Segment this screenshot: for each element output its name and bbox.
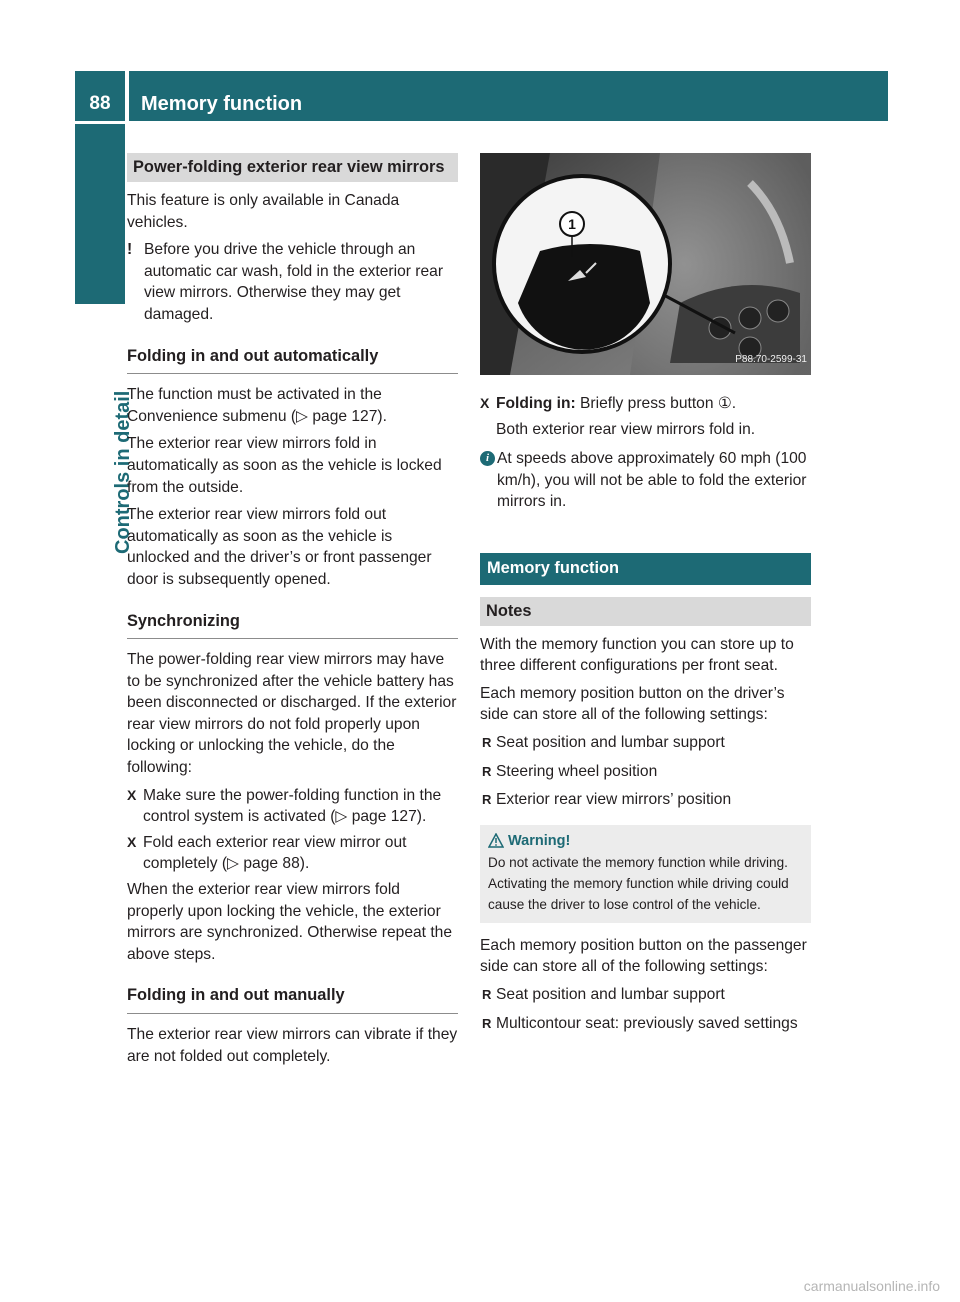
paragraph: The function must be activated in the Convenience submenu (▷ page 127).: [127, 386, 387, 425]
footer-watermark: carmanualsonline.info: [803, 1278, 940, 1294]
warning-box: [480, 825, 811, 923]
warning-title-text: Warning!: [508, 832, 571, 849]
list-text: Steering wheel position: [496, 762, 658, 780]
right-column: [480, 153, 811, 1041]
step-result: Both exterior rear view mirrors fold in.: [496, 420, 756, 438]
list-item: [480, 789, 811, 811]
mirror-button-figure: [480, 153, 811, 375]
paragraph: The exterior rear view mirrors fold in automatically as soon as the vehicle is locked from the outside.: [127, 435, 442, 496]
step-text: Make sure the power-folding function in the control system is activated (▷ page 127).: [143, 786, 442, 826]
list-text: Multicontour seat: previously saved settings: [496, 1014, 798, 1032]
section-heading-power-folding: Power-folding exterior rear view mirrors: [127, 153, 458, 182]
bullet-icon: R: [482, 734, 492, 750]
chapter-title: Memory function: [129, 71, 888, 121]
side-label: [76, 124, 134, 554]
left-column: [127, 153, 458, 1073]
step-item: [127, 832, 458, 875]
list-item: [480, 984, 811, 1006]
subheading-automatic: Folding in and out automatically: [127, 346, 458, 375]
step-arrow-icon: X: [127, 786, 137, 803]
step-arrow-icon: X: [480, 395, 490, 411]
bullet-icon: R: [482, 792, 492, 808]
list-item: [480, 732, 811, 754]
step-arrow-icon: X: [127, 833, 137, 850]
caution-note: [127, 239, 458, 325]
console-illustration: [480, 153, 811, 375]
list-text: Exterior rear view mirrors’ position: [496, 791, 732, 809]
warning-triangle-icon: [488, 833, 504, 848]
page-header: [75, 71, 888, 121]
info-text: At speeds above approximately 60 mph (100 km/h), you will not be able to fold the exterior mirrors in.: [497, 450, 807, 511]
warning-text: Do not activate the memory function while driving. Activating the memory function while driving could cause the driver to lose control of the vehicle.: [488, 854, 789, 912]
step-item: [127, 785, 458, 828]
info-note: [480, 448, 811, 513]
page-number: 88: [75, 71, 125, 121]
bullet-icon: R: [482, 1015, 492, 1031]
step-text: Fold each exterior rear view mirror out completely (▷ page 88).: [143, 833, 407, 873]
bullet-icon: R: [482, 763, 492, 779]
section-heading-memory: Memory function: [480, 553, 811, 585]
info-icon: i: [480, 451, 495, 466]
paragraph: When the exterior rear view mirrors fold properly upon locking the vehicle, the exterior mirrors are synchronized. Otherwise repeat the above steps.: [127, 881, 453, 963]
subsection-heading-notes: Notes: [480, 597, 811, 626]
subheading-synchronizing: Synchronizing: [127, 611, 458, 640]
list-text: Seat position and lumbar support: [496, 733, 725, 751]
step-text: Briefly press button ①.: [575, 395, 737, 412]
paragraph: The exterior rear view mirrors can vibrate if they are not folded out completely.: [127, 1026, 458, 1065]
paragraph: This feature is only available in Canada vehicles.: [127, 192, 400, 231]
paragraph: With the memory function you can store up to three different configurations per front seat.: [480, 635, 794, 675]
exclamation-icon: !: [127, 241, 133, 259]
paragraph: Each memory position button on the passenger side can store all of the following settings:: [480, 936, 807, 976]
paragraph: The power-folding rear view mirrors may have to be synchronized after the vehicle battery has been disconnected or discharged. If the exterior rear view mirrors do not fold properly upon locking or unlocking the vehicle, do the following:: [127, 651, 457, 777]
step-label: Folding in:: [496, 395, 576, 412]
list-text: Seat position and lumbar support: [496, 985, 725, 1003]
paragraph: Each memory position button on the driver’s side can store all of the following settings:: [480, 684, 785, 724]
caution-text: Before you drive the vehicle through an automatic car wash, fold in the exterior rear view mirrors. Otherwise they may get damaged.: [144, 241, 444, 323]
paragraph: The exterior rear view mirrors fold out automatically as soon as the vehicle is unlocked and the driver’s or front passenger door is subsequently opened.: [127, 506, 432, 588]
subheading-manual: Folding in and out manually: [127, 985, 458, 1014]
list-item: [480, 1013, 811, 1035]
step-item: [480, 393, 811, 415]
warning-title: [488, 831, 803, 852]
figure-code: P88.70-2599-31: [735, 354, 807, 366]
list-item: [480, 761, 811, 783]
side-label-text: Controls in detail: [112, 390, 134, 554]
bullet-icon: R: [482, 986, 492, 1002]
figure-callout-1: 1: [568, 216, 576, 232]
